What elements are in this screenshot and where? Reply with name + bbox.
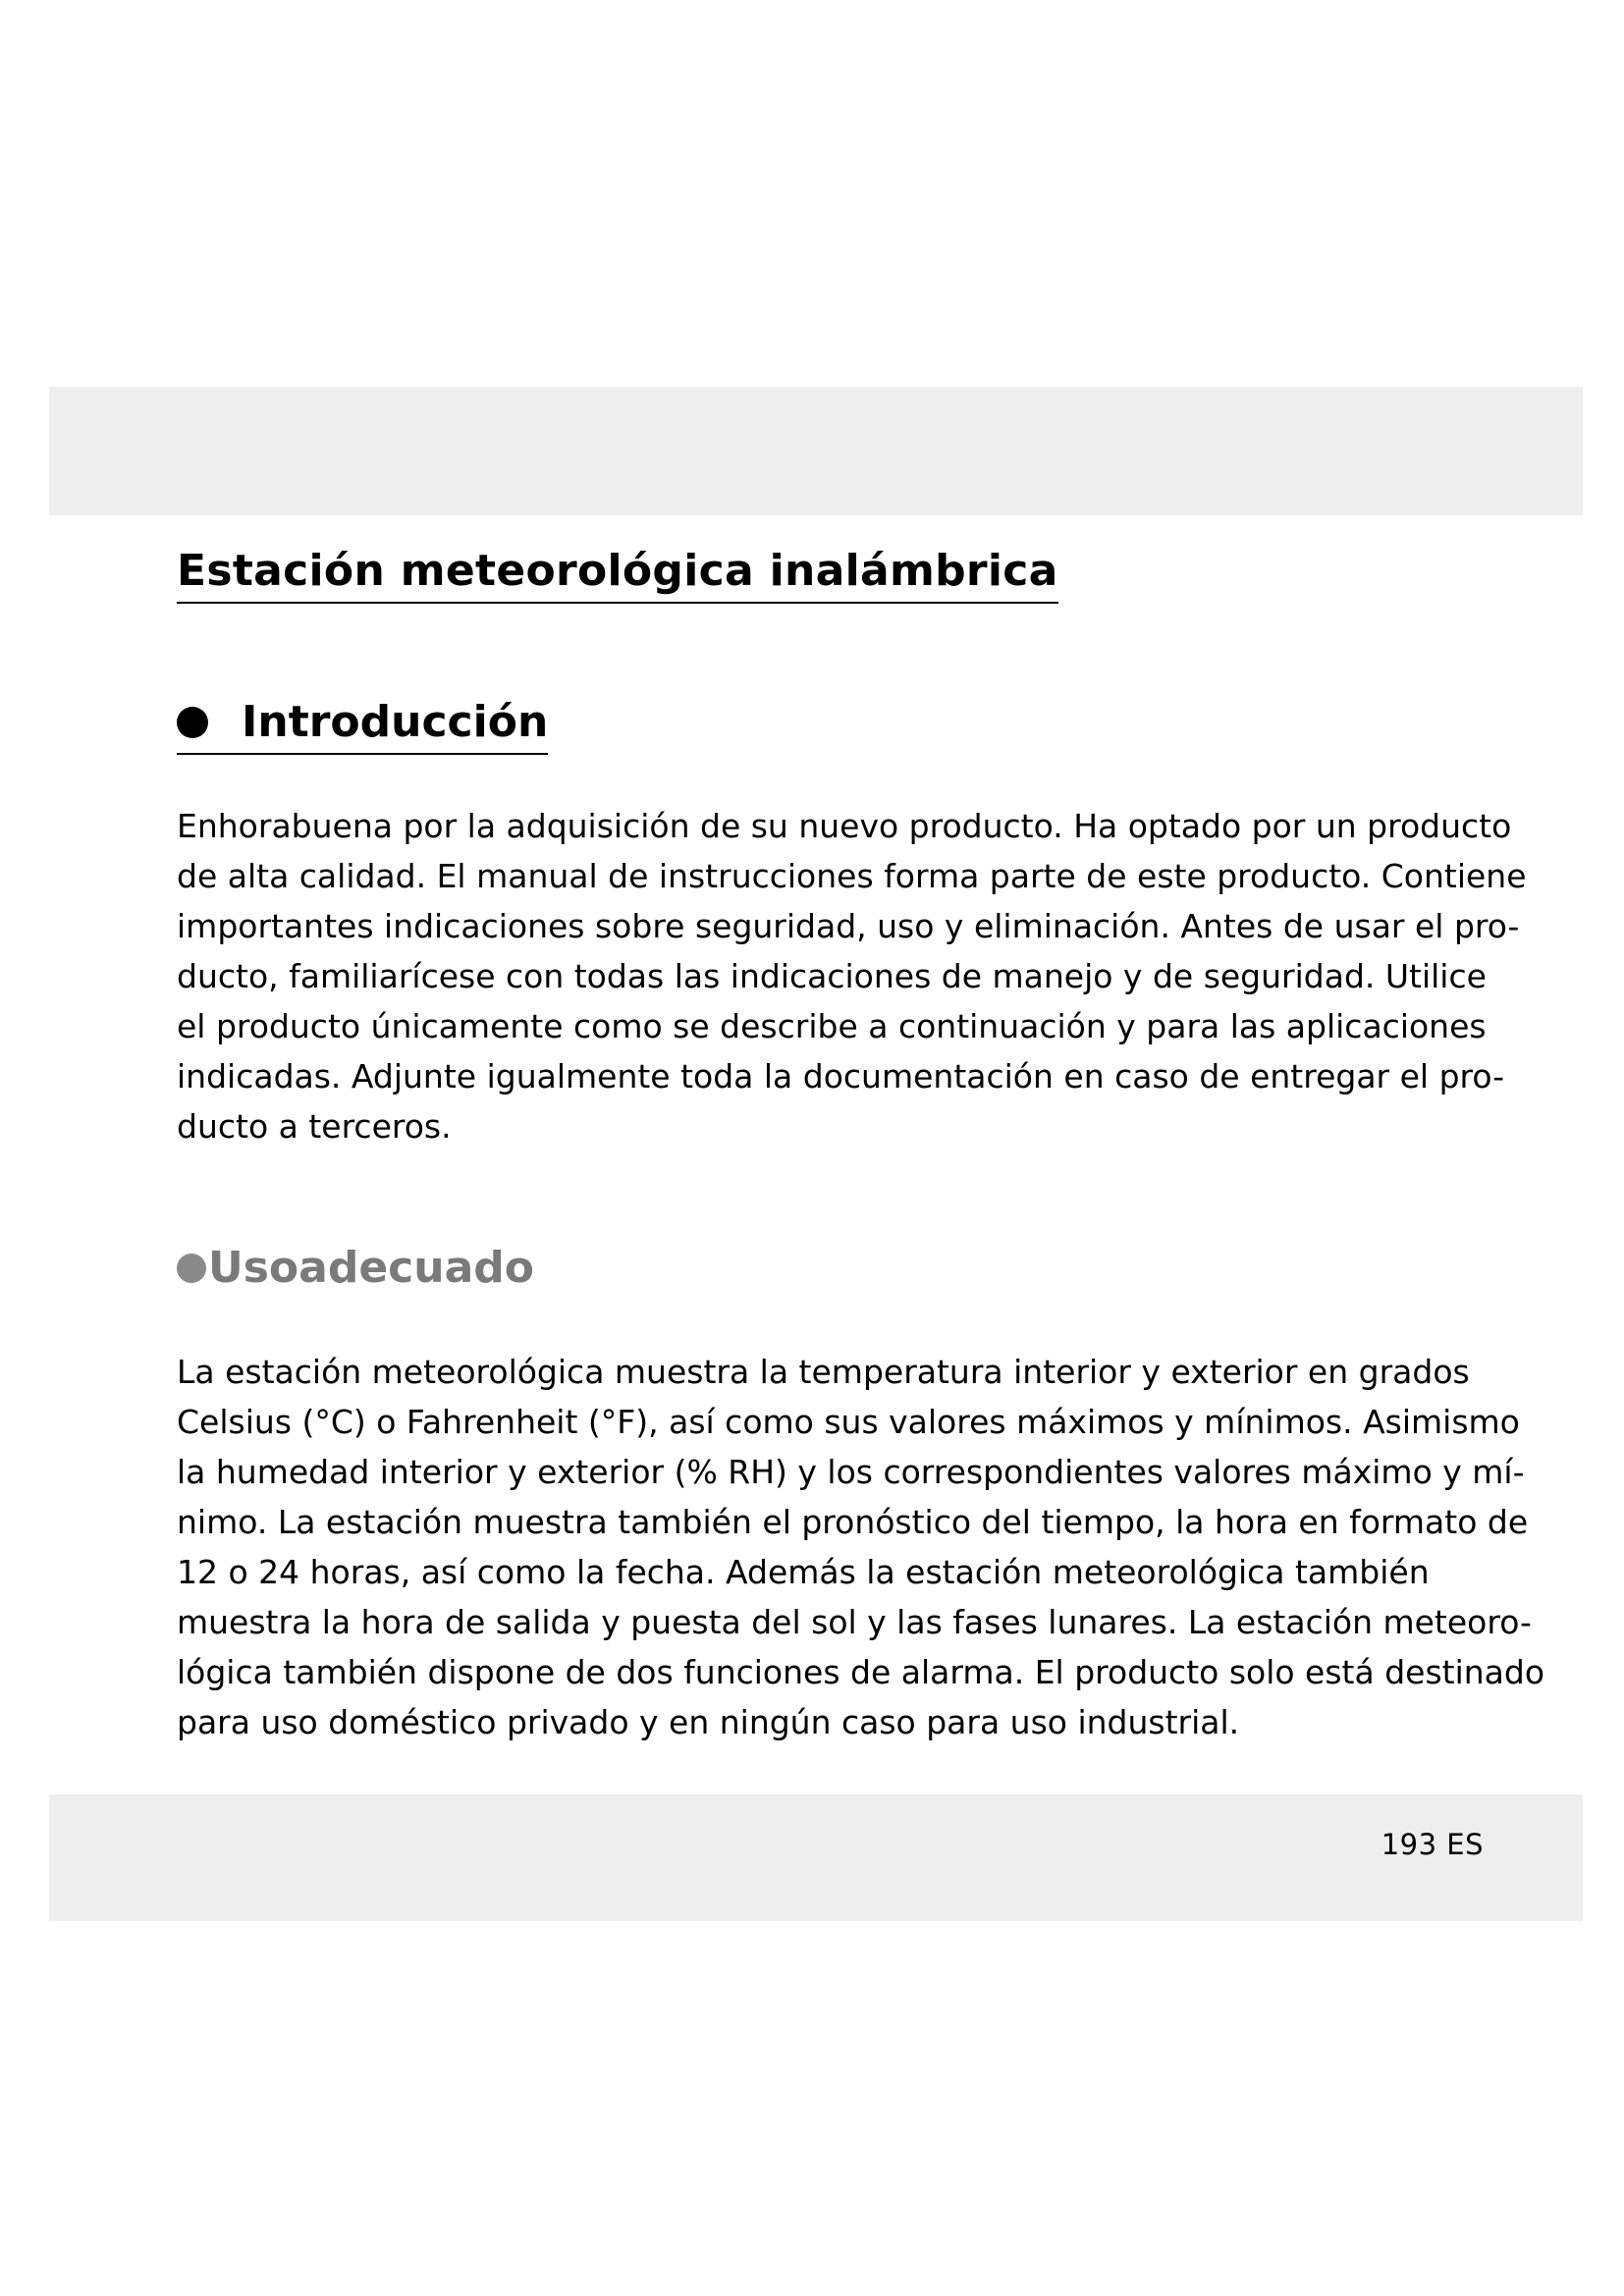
page-number: 193 ES	[1380, 1828, 1484, 1861]
text-line: importantes indicaciones sobre seguridad, uso y eliminación. Antes de usar el pro-	[177, 907, 1520, 945]
header-band	[49, 387, 1583, 515]
text-line: ducto a terceros.	[177, 1107, 452, 1146]
footer-band	[49, 1794, 1583, 1921]
text-line: La estación meteorológica muestra la temperatura interior y exterior en grados	[177, 1353, 1470, 1391]
section-heading-introduccion	[177, 697, 548, 755]
text-line: el producto únicamente como se describe a continuación y para las aplicaciones	[177, 1007, 1487, 1045]
text-line: muestra la hora de salida y puesta del sol y las fases lunares. La estación meteoro-	[177, 1603, 1532, 1641]
document-title: Estación meteorológica inalámbrica	[177, 546, 1058, 604]
bullet-icon	[177, 707, 208, 738]
section-heading-uso-adecuado	[177, 1243, 534, 1293]
text-line: Celsius (°C) o Fahrenheit (°F), así como sus valores máximos y mínimos. Asimismo	[177, 1403, 1520, 1441]
text-line: 12 o 24 horas, así como la fecha. Además la estación meteorológica también	[177, 1553, 1430, 1591]
text-line: lógica también dispone de dos funciones de alarma. El producto solo está destinado	[177, 1653, 1545, 1691]
bullet-icon	[177, 1254, 206, 1283]
text-line: de alta calidad. El manual de instrucciones forma parte de este producto. Contiene	[177, 857, 1527, 895]
text-line: indicadas. Adjunte igualmente toda la documentación en caso de entregar el pro-	[177, 1057, 1505, 1095]
paragraph-uso-adecuado	[177, 1347, 1545, 1747]
section-heading-label: Introducción	[242, 697, 549, 747]
text-line: la humedad interior y exterior (% RH) y los correspondientes valores máximo y mí-	[177, 1453, 1525, 1491]
section-heading-label: Usoadecuado	[208, 1243, 534, 1293]
text-line: nimo. La estación muestra también el pronóstico del tiempo, la hora en formato de	[177, 1503, 1529, 1541]
text-line: para uso doméstico privado y en ningún caso para uso industrial.	[177, 1703, 1240, 1741]
text-line: ducto, familiarícese con todas las indicaciones de manejo y de seguridad. Utilice	[177, 957, 1487, 995]
text-line: Enhorabuena por la adquisición de su nuevo producto. Ha optado por un producto	[177, 807, 1512, 845]
paragraph-introduccion	[177, 801, 1527, 1151]
